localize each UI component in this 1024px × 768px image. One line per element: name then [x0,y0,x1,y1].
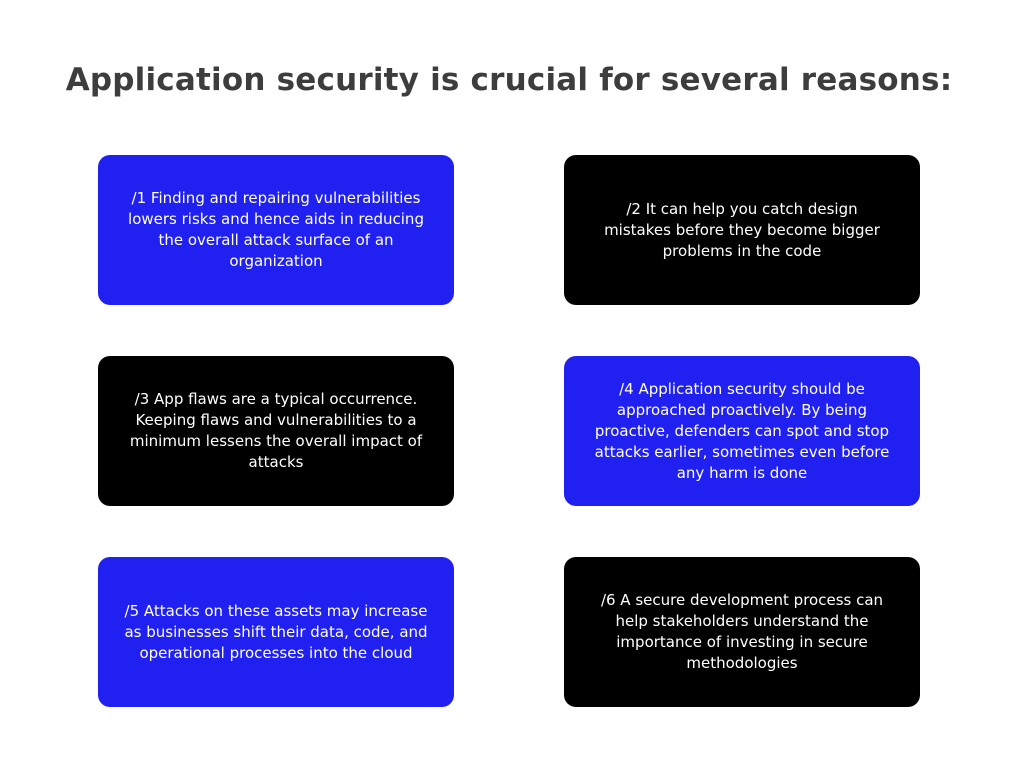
reason-card-2 [564,155,920,305]
page-title: Application security is crucial for several reasons: [65,62,953,98]
reason-card-4 [564,356,920,506]
reason-card-6 [564,557,920,707]
reason-card-6-text: /6 A secure development process can help stakeholders understand the importance of investing in secure methodologies [600,591,884,672]
reason-card-1 [98,155,454,305]
reason-card-2-text: /2 It can help you catch design mistakes before they become bigger problems in the code [604,199,880,260]
reason-card-5-text: /5 Attacks on these assets may increase as businesses shift their data, code, and operational processes into the cloud [124,601,428,662]
reason-card-4-text: /4 Application security should be approached proactively. By being proactive, defenders can spot and stop attacks earlier, sometimes even before any harm is done [594,379,890,482]
reason-card-3-text: /3 App flaws are a typical occurrence. Keeping flaws and vulnerabilities to a minimum lessens the overall impact of attacks [129,390,423,471]
reason-card-5 [98,557,454,707]
reason-card-3 [98,356,454,506]
reason-card-1-text: /1 Finding and repairing vulnerabilities lowers risks and hence aids in reducing the overall attack surface of an organization [128,189,424,270]
